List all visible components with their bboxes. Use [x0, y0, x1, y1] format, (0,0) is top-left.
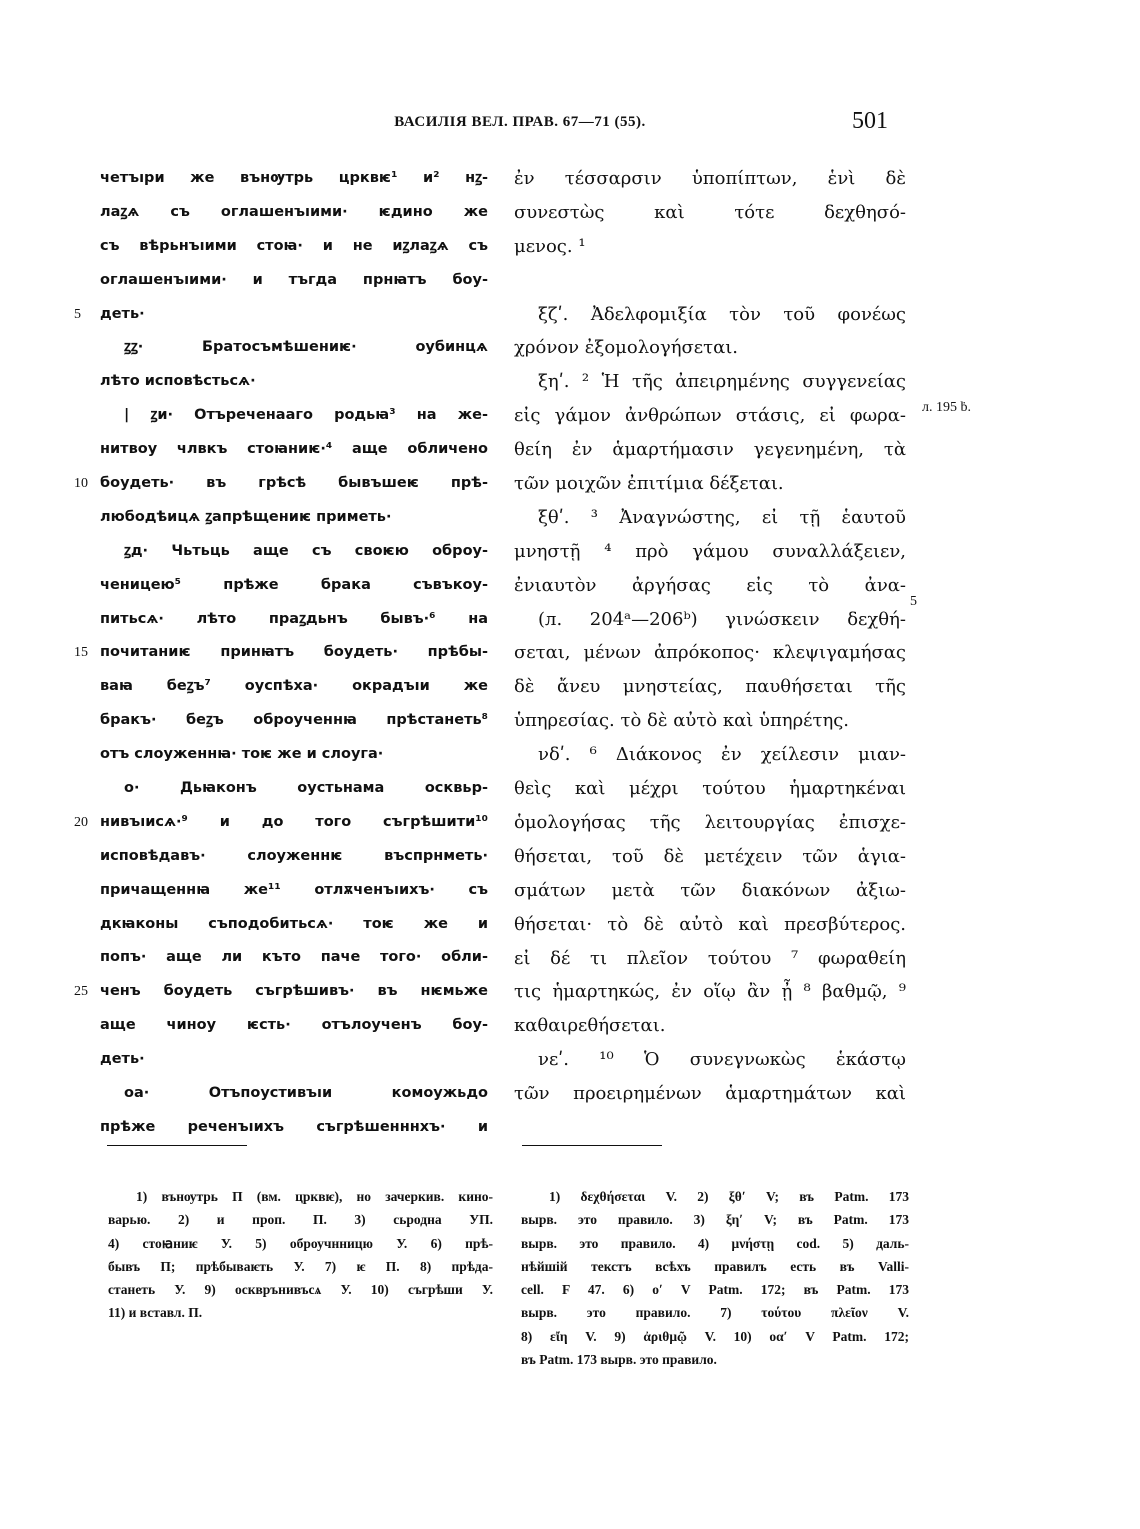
footnote-line: бывъ П; прѣбываѥть У. 7) ѥ П. 8) прѣда-: [108, 1258, 493, 1274]
running-head: ВАСИЛІЯ ВЕЛ. ПРАВ. 67—71 (55).: [394, 114, 646, 130]
greek-line: σεται, μένων ἀπρόκοπος· κλεψιγαμήσας: [514, 642, 906, 664]
greek-line: τῶν μοιχῶν ἐπιτίμια δέξεται.: [514, 473, 784, 495]
greek-line: ὑπηρεσίας. τὸ δὲ αὐτὸ καὶ ὑπηρέτης.: [514, 710, 850, 732]
slavonic-line: отъ слоуженнꙗ· тоѥ же и слоуга·: [100, 746, 384, 763]
slavonic-line: питьсѧ· лѣто праꙁдьнъ бывъ·⁶ на: [100, 610, 488, 627]
greek-column: [514, 162, 906, 1111]
greek-line: εἰς γάμον ἀνθρώπων στάσις, εἰ φωρα-: [514, 405, 906, 427]
greek-line: νεʹ. ¹⁰ Ὁ συνεγνωκὼς ἑκάστῳ: [538, 1049, 906, 1071]
slavonic-line: дкꙗконы съподобитьсѧ· тоѥ же и: [100, 915, 488, 932]
greek-line: ἐνιαυτὸν ἀργήσας εἰς τὸ ἀνα-: [514, 574, 906, 596]
greek-line-number: 5: [910, 594, 917, 609]
greek-line: (л. 204ᵃ—206ᵇ) γινώσκειν δεχθή-: [538, 608, 906, 630]
greek-line: συνεστὼς καὶ τότε δεχθησό-: [514, 201, 906, 223]
line-number: 10: [74, 476, 88, 492]
slavonic-line: [74, 467, 488, 501]
slavonic-line: ꙁꙁ· Братосъмѣшениѥ· оубинцѧ: [124, 339, 488, 356]
slavonic-column: [74, 162, 488, 1145]
line-number: 15: [74, 645, 88, 661]
footnote-line: въ Patm. 173 вырв. это правило.: [521, 1352, 717, 1368]
slavonic-line-text: почитаниѥ принꙗтъ боудеть· прѣбы-: [100, 644, 488, 661]
slavonic-line-text: деть·: [100, 305, 145, 322]
greek-line: θεὶς καὶ μέχρι τούτου ἡμαρτηκέναι: [514, 778, 906, 800]
greek-line: ἐν τέσσαρσιν ὑποπίπτων, ἑνὶ δὲ: [514, 168, 906, 189]
footnote-line: вырв. это правило. 7) τούτου πλεῖον V.: [521, 1305, 909, 1321]
slavonic-line: [74, 806, 488, 840]
greek-line: τῶν προειρημένων ἁμαρτημάτων καὶ: [514, 1083, 906, 1105]
line-number: 20: [74, 814, 88, 830]
footnote-line: вырв. это правило. 4) μνήστῃ cod. 5) даль-: [521, 1235, 909, 1251]
slavonic-line: аще чиноу ѥсть· отълоученъ боу-: [100, 1017, 488, 1034]
greek-line: ξθʹ. ³ Ἀναγνώστης, εἰ τῇ ἑαυτοῦ: [538, 506, 906, 528]
slavonic-line: нитвоу члвкъ стоꙗниѥ·⁴ аще обличено: [100, 441, 488, 458]
slavonic-line: ченицею⁵ прѣже брака съвъкоу-: [100, 576, 488, 593]
footnote-line: 1) вънѹтрь П (вм. црквѥ), но зачеркив. кино-: [136, 1189, 493, 1204]
greek-line: θείη ἐν ἁμαρτήμασιν γεγενημένη, τὰ: [514, 439, 906, 461]
footnote-line: нѣйшій текстъ всѣхъ правилъ есть въ Valli-: [521, 1258, 909, 1274]
greek-line: καθαιρεθήσεται.: [514, 1015, 666, 1037]
greek-line: μενος. ¹: [514, 235, 586, 257]
greek-line: εἰ δέ τι πλεῖον τούτου ⁷ φωραθείη: [514, 947, 906, 969]
slavonic-line-text: ченъ боудеть съгрѣшивъ· въ нѥмьже: [100, 983, 488, 1000]
greek-line: μνηστῇ ⁴ πρὸ γάμου συναλλάξειεν,: [514, 540, 906, 562]
slavonic-line: | ꙁи· Отъреченааго родьꙗ³ на же-: [124, 407, 488, 424]
footnote-line: варью. 2) и проп. П. 3) сьродна УП.: [108, 1212, 493, 1228]
greek-line: ὁμολογήσας τῆς λειτουργίας ἐπισχε-: [514, 811, 906, 833]
slavonic-line-text: боудеть· въ грѣсѣ бывъшеѥ прѣ-: [100, 475, 488, 492]
slavonic-line: лаꙁѧ съ оглашенъıими· ѥдино же: [100, 203, 488, 220]
greek-line: νδʹ. ⁶ Διάκονος ἐν χείλεσιν μιαν-: [538, 744, 906, 766]
greek-line: ξζʹ. Ἀδελφομιξία τὸν τοῦ φονέως: [538, 303, 906, 325]
slavonic-line: четъıри же вънѹтрь црквѥ¹ и² нꙁ-: [100, 170, 488, 186]
footnotes-right: [521, 1185, 909, 1371]
footnotes-left: [108, 1185, 493, 1325]
slavonic-line: съ вѣрьнъıими стоꙗ· и не иꙁлаꙁѧ съ: [100, 237, 488, 254]
slavonic-line: [74, 298, 488, 332]
slavonic-line: причащеннꙗ же¹¹ отлѫченъıихъ· съ: [100, 881, 488, 898]
slavonic-line: [74, 975, 488, 1009]
slavonic-line: попъ· аще ли къто паче того· обли-: [100, 949, 488, 966]
footnote-line: 4) стоꙗниѥ У. 5) оброучнницю У. 6) прѣ-: [108, 1235, 493, 1251]
line-number: 5: [74, 306, 81, 322]
greek-line: θήσεται· τὸ δὲ αὐτὸ καὶ πρεσβύτερος.: [514, 913, 906, 935]
slavonic-line: о· Дьꙗконъ оустьнама осквьр-: [124, 780, 488, 797]
slavonic-line: ꙁд· Чьтьць аще съ своѥю оброу-: [124, 542, 488, 559]
greek-line: θήσεται, τοῦ δὲ μετέχειν τῶν ἁγια-: [514, 845, 906, 867]
slavonic-line: бракъ· беꙁъ оброученнꙗ прѣстанеть⁸: [100, 712, 488, 729]
page-number: 501: [852, 108, 888, 134]
slavonic-line-text: нивъıисѧ·⁹ и до того съгрѣшити¹⁰: [100, 813, 488, 830]
slavonic-line: лѣто исповѣстьсѧ·: [100, 373, 256, 390]
footnote-line: вырв. это правило. 3) ξηʹ V; въ Patm. 173: [521, 1212, 909, 1228]
footnote-line: 1) δεχθήσεται V. 2) ξθʹ V; въ Patm. 173: [549, 1189, 909, 1204]
slavonic-line: деть·: [100, 1051, 145, 1068]
footnote-line: cell. F 47. 6) οʹ V Patm. 172; въ Patm. 173: [521, 1282, 909, 1298]
slavonic-line: оглашенъıими· и тъгда прнꙗтъ боу-: [100, 271, 488, 288]
footnote-line: 8) εἴη V. 9) ἀριθμῷ V. 10) οαʹ V Patm. 172;: [521, 1328, 909, 1344]
greek-line: σμάτων μετὰ τῶν διακόνων ἀξιω-: [514, 879, 906, 901]
line-number: 25: [74, 984, 88, 1000]
greek-line: χρόνον ἐξομολογήσεται.: [514, 337, 739, 359]
footnote-rule-left: [107, 1145, 247, 1146]
greek-line: δὲ ἄνευ μνηστείας, παυθήσεται τῆς: [514, 676, 906, 698]
slavonic-line: ваꙗ беꙁъ⁷ оуспѣха· окрадъıи же: [100, 678, 488, 695]
folio-margin-note: л. 195 ḃ.: [922, 400, 971, 415]
slavonic-line: [74, 636, 488, 670]
slavonic-line: любодѣицѧ ꙁапрѣщениѥ приметь·: [100, 508, 392, 525]
footnote-line: 11) и вставл. П.: [108, 1305, 203, 1321]
slavonic-line: прѣже реченъıихъ съгрѣшенннхъ· и: [100, 1118, 488, 1135]
greek-line: τις ἡμαρτηκώς, ἐν οἵῳ ἂν ᾖ ⁸ βαθμῷ, ⁹: [514, 981, 906, 1003]
slavonic-line: оа· Отъпоустивъıи комоужьдо: [124, 1085, 488, 1102]
greek-line: ξηʹ. ² Ἡ τῆς ἀπειρημένης συγγενείας: [538, 371, 906, 393]
slavonic-line: исповѣдавъ· слоуженнѥ въспрнметь·: [100, 847, 488, 864]
footnote-line: станеть У. 9) оскврънивъсѧ У. 10) съгрѣши У.: [108, 1282, 493, 1298]
footnote-rule-right: [522, 1145, 662, 1146]
